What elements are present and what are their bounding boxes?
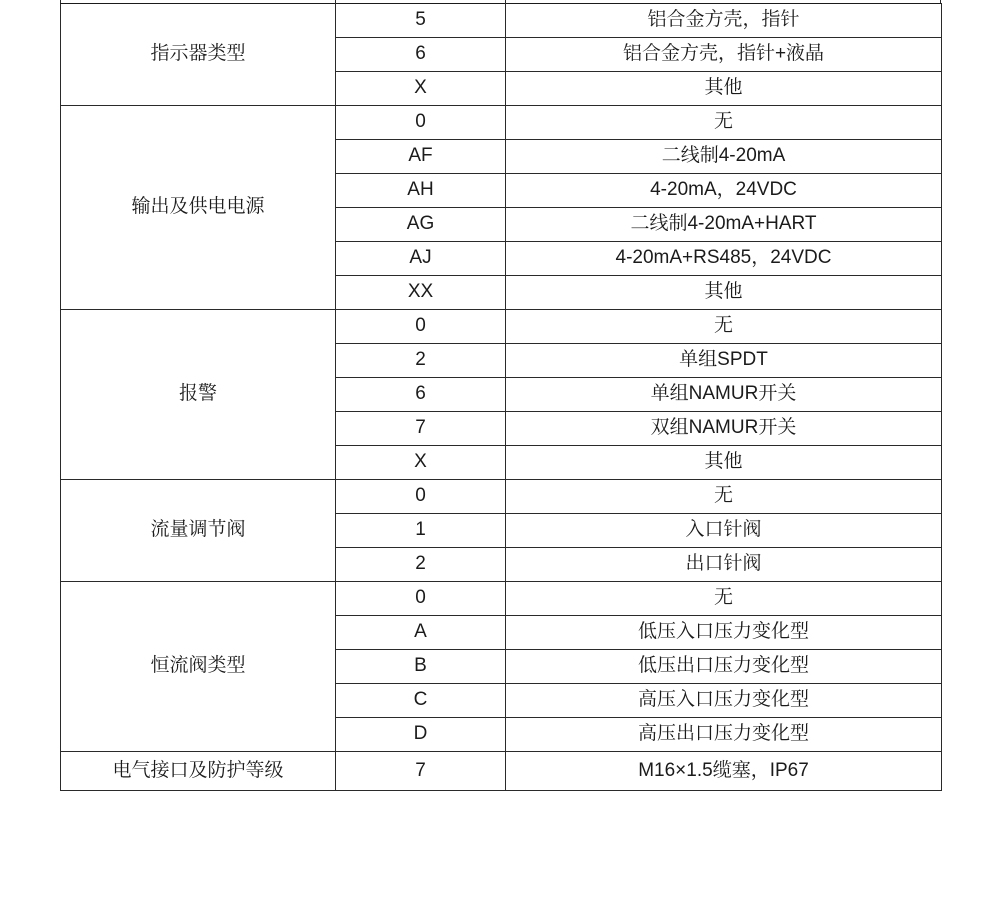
table-row: [61, 310, 942, 344]
code-cell: 0: [336, 310, 506, 344]
description-cell: 入口针阀: [506, 514, 942, 548]
description-cell: 无: [506, 480, 942, 514]
code-cell: C: [336, 684, 506, 718]
code-cell: 1: [336, 514, 506, 548]
code-cell: X: [336, 72, 506, 106]
description-cell: 单组SPDT: [506, 344, 942, 378]
description-cell: 二线制4-20mA: [506, 140, 942, 174]
table-divider2-stub: [505, 0, 506, 3]
description-cell: M16×1.5缆塞，IP67: [506, 752, 942, 791]
code-cell: AH: [336, 174, 506, 208]
table-row: [61, 480, 942, 514]
cutoff-row-top: [60, 0, 941, 3]
code-cell: X: [336, 446, 506, 480]
category-cell: 流量调节阀: [61, 480, 336, 582]
code-cell: 7: [336, 752, 506, 791]
description-cell: 铝合金方壳，指针: [506, 4, 942, 38]
spec-table-body: [61, 4, 942, 791]
table-row: [61, 752, 942, 791]
table-right-border-stub: [940, 0, 941, 3]
description-cell: 4-20mA，24VDC: [506, 174, 942, 208]
code-cell: 0: [336, 106, 506, 140]
description-cell: 铝合金方壳，指针+液晶: [506, 38, 942, 72]
code-cell: A: [336, 616, 506, 650]
category-cell: 指示器类型: [61, 4, 336, 106]
description-cell: 出口针阀: [506, 548, 942, 582]
category-cell: 输出及供电电源: [61, 106, 336, 310]
category-cell: 电气接口及防护等级: [61, 752, 336, 791]
ordering-code-table: [60, 3, 942, 791]
code-cell: XX: [336, 276, 506, 310]
code-cell: 2: [336, 548, 506, 582]
code-cell: 0: [336, 582, 506, 616]
description-cell: 二线制4-20mA+HART: [506, 208, 942, 242]
code-cell: 6: [336, 38, 506, 72]
code-cell: AG: [336, 208, 506, 242]
code-cell: 5: [336, 4, 506, 38]
table-row: [61, 106, 942, 140]
description-cell: 其他: [506, 72, 942, 106]
code-cell: 2: [336, 344, 506, 378]
category-cell: 报警: [61, 310, 336, 480]
table-row: [61, 4, 942, 38]
code-cell: B: [336, 650, 506, 684]
description-cell: 低压入口压力变化型: [506, 616, 942, 650]
description-cell: 其他: [506, 446, 942, 480]
category-cell: 恒流阀类型: [61, 582, 336, 752]
description-cell: 其他: [506, 276, 942, 310]
description-cell: 高压出口压力变化型: [506, 718, 942, 752]
code-cell: 6: [336, 378, 506, 412]
description-cell: 4-20mA+RS485，24VDC: [506, 242, 942, 276]
description-cell: 双组NAMUR开关: [506, 412, 942, 446]
description-cell: 无: [506, 106, 942, 140]
description-cell: 高压入口压力变化型: [506, 684, 942, 718]
description-cell: 单组NAMUR开关: [506, 378, 942, 412]
code-cell: 7: [336, 412, 506, 446]
spec-table: [60, 0, 941, 791]
code-cell: 0: [336, 480, 506, 514]
description-cell: 无: [506, 582, 942, 616]
table-left-border-stub: [60, 0, 61, 3]
table-row: [61, 582, 942, 616]
description-cell: 无: [506, 310, 942, 344]
code-cell: AF: [336, 140, 506, 174]
code-cell: AJ: [336, 242, 506, 276]
description-cell: 低压出口压力变化型: [506, 650, 942, 684]
table-divider1-stub: [335, 0, 336, 3]
code-cell: D: [336, 718, 506, 752]
